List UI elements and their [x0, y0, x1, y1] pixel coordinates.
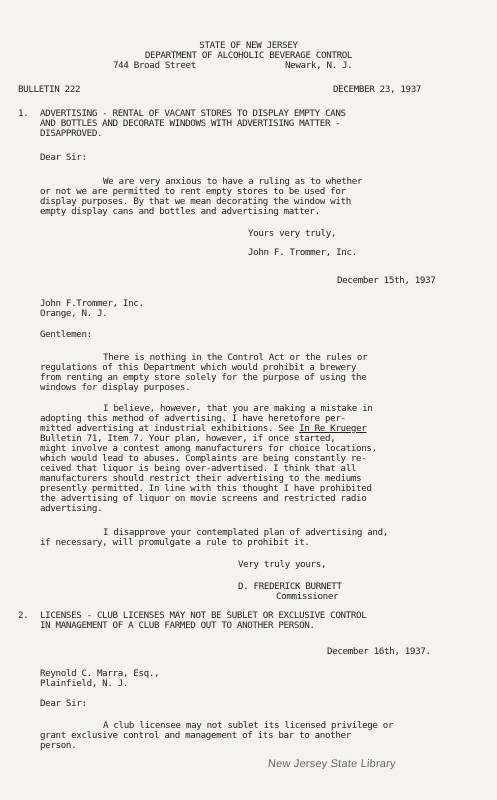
reply-para2-text: mitted advertising at industrial exhibitions. See	[40, 423, 300, 434]
item2-addressee-line: Plainfield, N. J.	[40, 678, 129, 689]
item2-salutation: Dear Sir:	[40, 698, 87, 709]
reply-para2-line: presently permitted. In line with this thought I have prohibited	[40, 483, 372, 494]
reply-para2-line: the advertising of liquor on movie screens and restricted radio	[40, 493, 367, 504]
reply-signature: D. FREDERICK BURNETT	[238, 581, 342, 592]
letter-body-line: We are very anxious to have a ruling as to whether	[103, 176, 363, 187]
reply-para2-line: which would lead to abuses. Complaints are being constantly re-	[40, 453, 367, 464]
street-address: 744 Broad Street	[113, 60, 196, 71]
letter-body-line: display purposes. By that we mean decorating the window with	[40, 196, 351, 207]
reply-salutation: Gentlemen:	[40, 329, 92, 340]
reply-para2-line: adopting this method of advertising. I have heretofore per-	[40, 413, 346, 424]
item2-date: December 16th, 1937.	[327, 646, 431, 657]
item2-body-line: A club licensee may not sublet its licensed privilege or	[103, 720, 394, 731]
item2-heading-line: LICENSES - CLUB LICENSES MAY NOT BE SUBLET OR EXCLUSIVE CONTROL	[40, 610, 367, 621]
reply-para2-line: I believe, however, that you are making a mistake in	[103, 403, 373, 414]
city-address: Newark, N. J.	[285, 60, 353, 71]
library-watermark: New Jersey State Library	[267, 758, 397, 770]
item2-number: 2.	[18, 610, 29, 621]
item2-body-line: person.	[40, 740, 77, 751]
item2-heading-line: IN MANAGEMENT OF A CLUB FARMED OUT TO ANOTHER PERSON.	[40, 620, 315, 631]
reply-para2-line: Bulletin 71, Item 7. Your plan, however, if once started,	[40, 433, 336, 444]
reply-para2-line: ceived that liquor is being over-advertised. I think that all	[40, 463, 357, 474]
reply-signer-title: Commissioner	[276, 591, 339, 602]
reply-para2-line: manufacturers should restrict their advertising to the mediums	[40, 473, 362, 484]
department-heading: DEPARTMENT OF ALCOHOLIC BEVERAGE CONTROL	[144, 50, 353, 61]
item1-heading-line: DISAPPROVED.	[40, 128, 103, 139]
reply-para2-line: advertising.	[40, 503, 103, 514]
reply-para1-line: There is nothing in the Control Act or the rules or	[103, 352, 368, 363]
item1-heading-line: ADVERTISING - RENTAL OF VACANT STORES TO DISPLAY EMPTY CANS	[40, 108, 346, 119]
letter-body-line: empty display cans and bottles and advertising matter.	[40, 206, 320, 217]
reply-closing: Very truly yours,	[238, 559, 327, 570]
bulletin-number: BULLETIN 222	[18, 84, 81, 95]
letter-signature: John F. Trommer, Inc.	[248, 247, 357, 258]
bulletin-date: DECEMBER 23, 1937	[333, 84, 422, 95]
reply-para2-line: might involve a contest among manufacturers for choice locations,	[40, 443, 377, 454]
state-heading: STATE OF NEW JERSEY	[199, 40, 298, 51]
reply-addressee-line: Orange, N. J.	[40, 308, 108, 319]
reply-date: December 15th, 1937	[337, 275, 436, 286]
reply-para3-line: if necessary, will promulgate a rule to prohibit it.	[40, 537, 310, 548]
item1-heading-line: AND BOTTLES AND DECORATE WINDOWS WITH ADVERTISING MATTER -	[40, 118, 341, 129]
letter-body-line: or not we are permitted to rent empty stores to be used for	[40, 186, 346, 197]
item2-body-line: grant exclusive control and management of its bar to another	[40, 730, 351, 741]
reply-para1-line: windows for display purposes.	[40, 382, 191, 393]
item1-number: 1.	[18, 108, 29, 119]
reply-para1-line: regulations of this Department which would prohibit a brewery	[40, 362, 357, 373]
case-reference: In Re Krueger	[299, 423, 367, 434]
letter-closing: Yours very truly,	[248, 228, 337, 239]
item2-addressee-line: Reynold C. Marra, Esq.,	[40, 668, 160, 679]
letter-salutation: Dear Sir:	[40, 152, 87, 163]
reply-addressee-line: John F.Trommer, Inc.	[40, 298, 144, 309]
reply-para3-line: I disapprove your contemplated plan of advertising and,	[103, 527, 388, 538]
reply-para1-line: from renting an empty store solely for the purpose of using the	[40, 372, 367, 383]
